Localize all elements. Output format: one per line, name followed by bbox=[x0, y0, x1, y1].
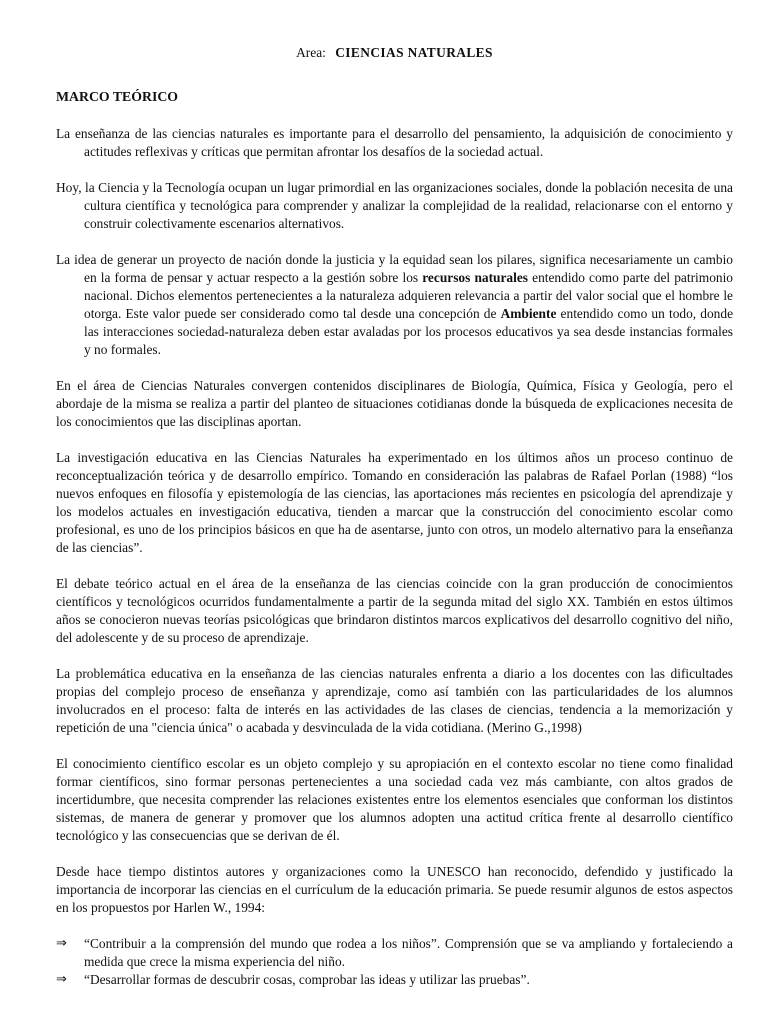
paragraph-intro: La enseñanza de las ciencias naturales es importante para el desarrollo del pensamiento, la adquisición de conocimiento y actitudes reflexivas y críticas que permitan afrontar los desafíos de la sociedad actual. bbox=[56, 126, 733, 159]
bullet-list bbox=[56, 935, 733, 989]
arrow-bullet-icon: ⇒ bbox=[56, 936, 67, 951]
list-item-text: “Desarrollar formas de descubrir cosas, comprobar las ideas y utilizar las pruebas”. bbox=[84, 972, 530, 987]
paragraph-debate: El debate teórico actual en el área de la enseñanza de las ciencias coincide con la gran producción de conocimientos científicos y tecnológicos ocurridos fundamentalmente a partir de la segunda mitad del siglo XX. También en estos últimos años se conocieron nuevas teorías psicológicas que brindaron distintos marcos explicativos del desarrollo cognitivo del niño, del adolescente y de su proceso de aprendizaje. bbox=[56, 576, 733, 645]
paragraph-unesco: Desde hace tiempo distintos autores y organizaciones como la UNESCO han reconocido, defendido y justificado la importancia de incorporar las ciencias en el currículum de la educación primaria. Se puede resumir algunos de estos aspectos en los propuestos por Harlen W., 1994: bbox=[56, 864, 733, 915]
list-item-text: “Contribuir a la comprensión del mundo que rodea a los niños”. Comprensión que se va ampliando y fortaleciendo a medida que crece la misma experiencia del niño. bbox=[84, 936, 733, 969]
paragraph-science-technology: Hoy, la Ciencia y la Tecnología ocupan un lugar primordial en las organizaciones sociales, donde la población necesita de una cultura científica y tecnológica para comprender y analizar la complejidad de la realidad, relacionarse con el entorno y construir colectivamente escenarios alternativos. bbox=[56, 180, 733, 231]
paragraph-nation-project bbox=[56, 251, 733, 359]
section-title: MARCO TEÓRICO bbox=[56, 89, 179, 104]
arrow-bullet-icon: ⇒ bbox=[56, 972, 67, 987]
document-page bbox=[56, 44, 733, 989]
area-title: CIENCIAS NATURALES bbox=[335, 45, 493, 60]
bold-term-ambiente: Ambiente bbox=[500, 306, 557, 321]
list-item bbox=[56, 935, 733, 971]
paragraph-text: entendido como parte del patrimonio nacional. Dichos elementos pertenecientes a la naturaleza adquieren relevancia a partir del valor social que el hombre le otorga. Este valor puede ser considerado como tal desde una concepción de bbox=[84, 270, 734, 321]
document-header bbox=[56, 44, 733, 62]
paragraph-problems: La problemática educativa en la enseñanza de las ciencias naturales enfrenta a diario a los docentes con las dificultades propias del complejo proceso de enseñanza y aprendizaje, como así también con las particularidades de los alumnos involucrados en el proceso: falta de interés en las actividades de las clases de ciencias, tendencia a la memorización y repetición de una "ciencia única" o acabada y desvinculada de la vida cotidiana. (Merino G.,1998) bbox=[56, 666, 733, 735]
paragraph-scientific-knowledge: El conocimiento científico escolar es un objeto complejo y su apropiación en el contexto escolar no tiene como finalidad formar científicos, sino formar personas pertenecientes a una sociedad cada vez más cambiante, con altos grados de incertidumbre, que necesita comprender las relaciones existentes entre los elementos esenciales que conforman los distintos sistemas, de manera de generar y promover que los alumnos adopten una actitud crítica frente al desarrollo científico tecnológico y las consecuencias que se derivan de él. bbox=[56, 756, 733, 843]
paragraph-disciplines: En el área de Ciencias Naturales convergen contenidos disciplinares de Biología, Química, Física y Geología, pero el abordaje de la misma se realiza a partir del planteo de situaciones cotidianas donde la búsqueda de explicaciones necesita de los conocimientos que las disciplinas aportan. bbox=[56, 378, 733, 429]
bold-term-recursos-naturales: recursos naturales bbox=[422, 270, 529, 285]
paragraph-text: entendido como un todo, donde las interacciones sociedad-naturaleza deben estar avaladas por los procesos educativos ya sea desde instancias formales y no formales. bbox=[84, 306, 734, 357]
paragraph-text: La idea de generar un proyecto de nación donde la justicia y la equidad sean los pilares, significa necesariamente un cambio en la forma de pensar y actuar respecto a la gestión sobre los bbox=[56, 252, 733, 285]
area-label: Area: bbox=[296, 45, 326, 60]
paragraph-research: La investigación educativa en las Ciencias Naturales ha experimentado en los últimos años un proceso continuo de reconceptualización teórica y de desarrollo empírico. Tomando en consideración las palabras de Rafael Porlan (1988) “los nuevos enfoques en filosofía y epistemología de las ciencias, las aportaciones más recientes en psicología del aprendizaje y los modelos actuales en investigación educativa, tienden a marcar que la construcción del conocimiento escolar como profesional, es uno de los principios básicos en que ha de asentarse, junto con otros, un modelo alternativo para la enseñanza de las ciencias”. bbox=[56, 450, 733, 555]
list-item bbox=[56, 971, 733, 989]
